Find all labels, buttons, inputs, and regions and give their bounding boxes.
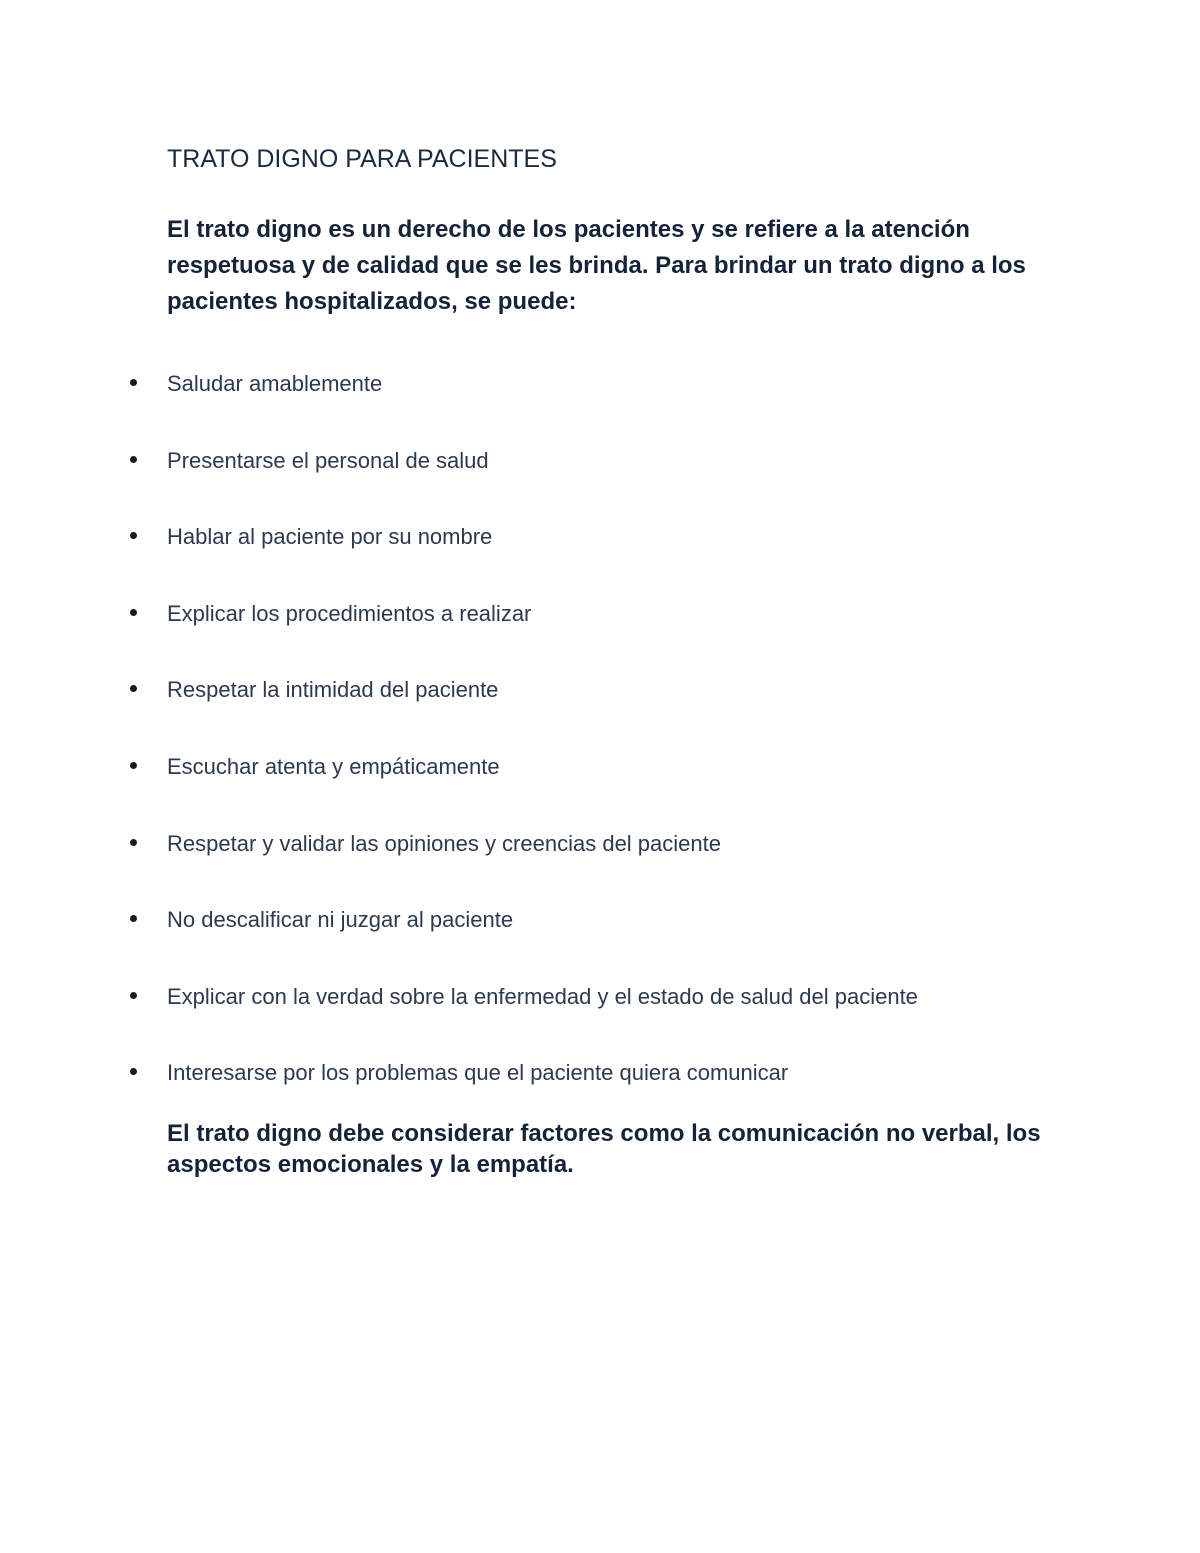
bullet-icon bbox=[130, 532, 137, 539]
list-item bbox=[0, 902, 1200, 979]
list-item-text: Escuchar atenta y empáticamente bbox=[167, 753, 500, 779]
bullet-icon bbox=[130, 839, 137, 846]
list-item bbox=[0, 596, 1200, 673]
bullet-icon bbox=[130, 762, 137, 769]
list-item-text: Respetar la intimidad del paciente bbox=[167, 677, 499, 703]
bullet-icon bbox=[130, 609, 137, 616]
list-item-text: Interesarse por los problemas que el paciente quiera comunicar bbox=[167, 1060, 789, 1086]
list-item-text: Presentarse el personal de salud bbox=[167, 447, 489, 473]
list-item-text: Explicar con la verdad sobre la enfermedad y el estado de salud del paciente bbox=[167, 983, 918, 1009]
list-item-text: Respetar y validar las opiniones y creencias del paciente bbox=[167, 830, 721, 856]
bullet-icon bbox=[130, 992, 137, 999]
bullet-icon bbox=[130, 915, 137, 922]
bullet-icon bbox=[130, 685, 137, 692]
list-item-text: Explicar los procedimientos a realizar bbox=[167, 600, 532, 626]
list-item bbox=[0, 519, 1200, 596]
list-item bbox=[0, 826, 1200, 903]
list-item-text: No descalificar ni juzgar al paciente bbox=[167, 907, 514, 933]
closing-paragraph: El trato digno debe considerar factores como la comunicación no verbal, los aspectos emocionales y la empatía. bbox=[167, 1120, 1041, 1178]
list-item bbox=[0, 749, 1200, 826]
list-item-text: Hablar al paciente por su nombre bbox=[167, 524, 493, 550]
list-item-text: Saludar amablemente bbox=[167, 371, 383, 396]
recommendations-list bbox=[0, 366, 1200, 1132]
list-item bbox=[0, 443, 1200, 520]
document-title: TRATO DIGNO PARA PACIENTES bbox=[167, 145, 557, 173]
list-item bbox=[0, 979, 1200, 1056]
bullet-icon bbox=[130, 456, 137, 463]
bullet-icon bbox=[130, 1068, 137, 1075]
intro-paragraph: El trato digno es un derecho de los pacientes y se refiere a la atención respetuosa y de calidad que se les brinda. Para brindar un trato digno a los pacientes hospitalizados, se puede: bbox=[167, 216, 1026, 315]
list-item bbox=[0, 672, 1200, 749]
bullet-icon bbox=[130, 379, 137, 386]
list-item bbox=[0, 366, 1200, 443]
